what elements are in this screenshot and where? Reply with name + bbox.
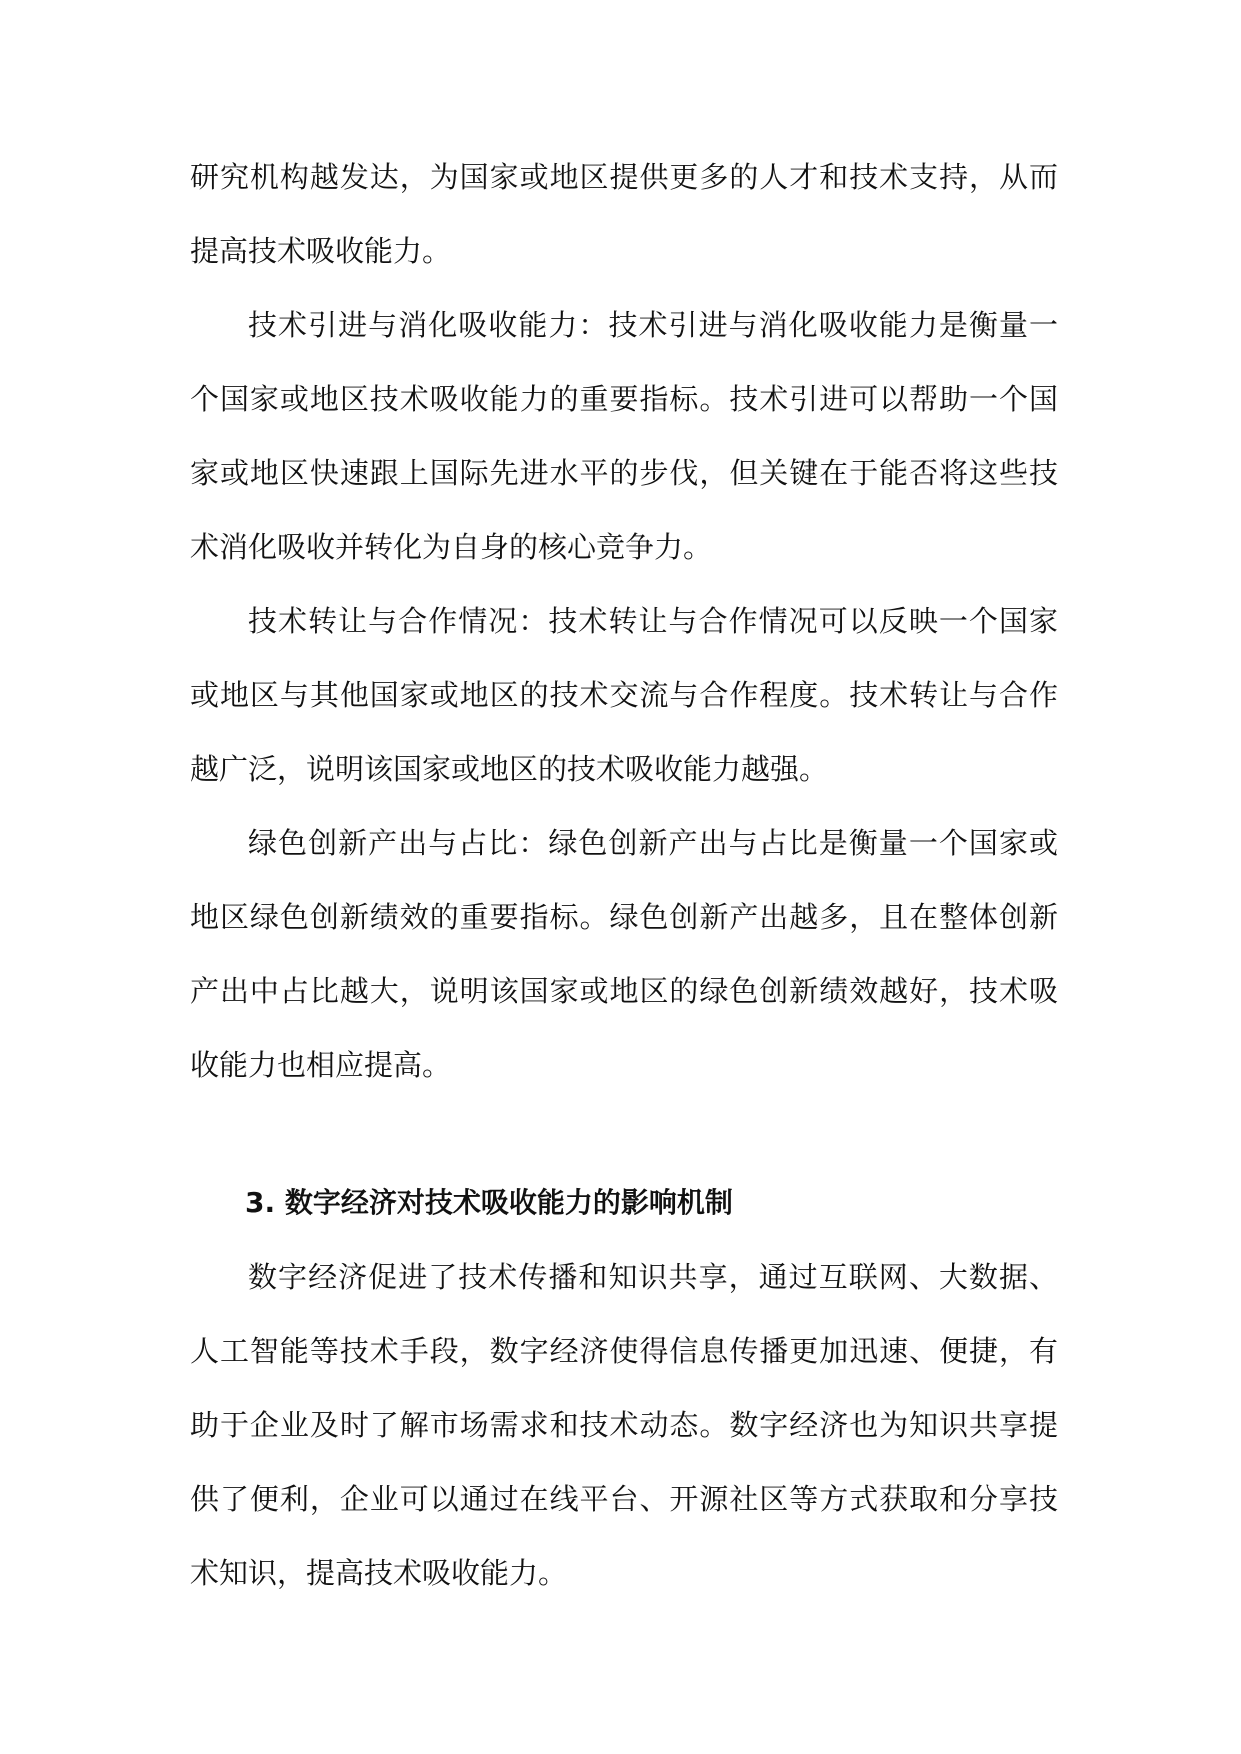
paragraph-continuation: 研究机构越发达，为国家或地区提供更多的人才和技术支持，从而提高技术吸收能力。 xyxy=(190,160,1058,268)
paragraph-digital-economy: 数字经济促进了技术传播和知识共享，通过互联网、大数据、人工智能等技术手段，数字经济使得信息传播更加迅速、便捷，有助于企业及时了解市场需求和技术动态。数字经济也为知识共享提供了便利，企业可以通过在线平台、开源社区等方式获取和分享技术知识，提高技术吸收能力。 xyxy=(190,1260,1058,1590)
paragraph-technology-transfer: 技术转让与合作情况：技术转让与合作情况可以反映一个国家或地区与其他国家或地区的技术交流与合作程度。技术转让与合作越广泛，说明该国家或地区的技术吸收能力越强。 xyxy=(190,604,1058,786)
paragraph-technology-introduction: 技术引进与消化吸收能力：技术引进与消化吸收能力是衡量一个国家或地区技术吸收能力的重要指标。技术引进可以帮助一个国家或地区快速跟上国际先进水平的步伐，但关键在于能否将这些技术消化吸收并转化为自身的核心竞争力。 xyxy=(190,308,1058,564)
document-body xyxy=(190,140,1058,1610)
section-heading: 3. 数字经济对技术吸收能力的影响机制 xyxy=(245,1186,733,1219)
paragraph-green-innovation: 绿色创新产出与占比：绿色创新产出与占比是衡量一个国家或地区绿色创新绩效的重要指标。绿色创新产出越多，且在整体创新产出中占比越大，说明该国家或地区的绿色创新绩效越好，技术吸收能力也相应提高。 xyxy=(190,826,1058,1082)
